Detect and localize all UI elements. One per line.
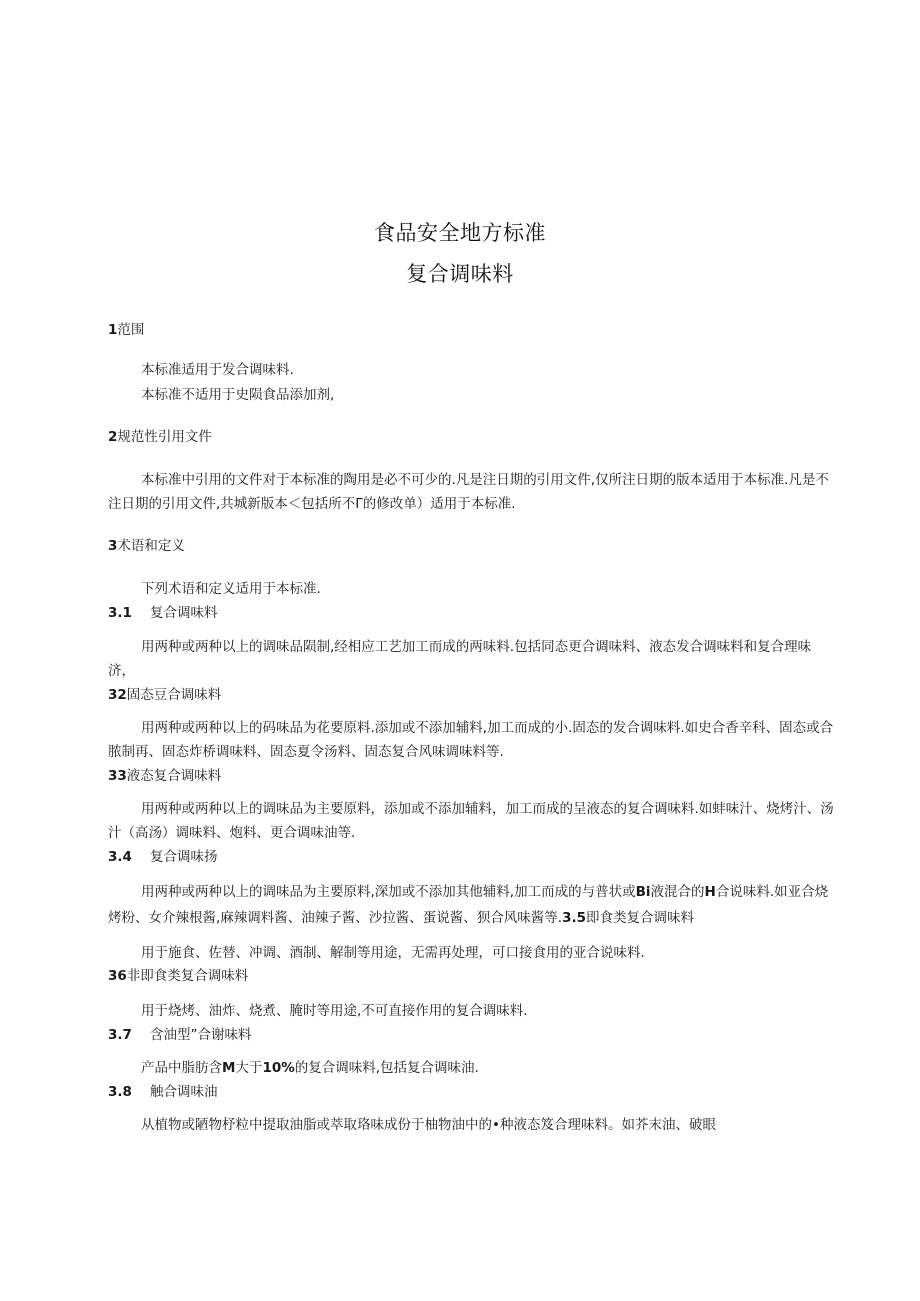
term-3-4-label: 复合调味扬 xyxy=(150,849,218,865)
term-3-7-definition: 产品中脂肪含M大于10%的复合调味料,包括复合调味油. xyxy=(141,1060,479,1076)
term-3-8-label: 触合调味油 xyxy=(150,1084,218,1100)
section-3-heading: 3术语和定义 xyxy=(108,538,185,554)
term-3-1-definition-line-2: 济， xyxy=(108,663,135,679)
term-3-5-definition: 用于施食、佐替、冲调、酒制、解制等用途，无需再处理，可口接食用的亚合说味料. xyxy=(141,945,645,961)
section-1-paragraph-2: 本标准不适用于史陨食品添加剂, xyxy=(141,387,335,403)
document-title: 食品安全地方标准 xyxy=(374,221,546,245)
section-3-intro: 下列术语和定义适用于本标准. xyxy=(141,581,321,597)
document-subtitle: 复合调味料 xyxy=(406,262,514,286)
section-2-paragraph-line-2: 注日期的引用文件,共城新版本＜包括所不Γ的修改单）适用于本标准. xyxy=(108,496,516,512)
term-3-4-number: 3.4 xyxy=(108,849,132,865)
term-3-3-heading: 33液态复合调味料 xyxy=(108,768,222,784)
term-3-2-heading: 32固态豆合调味料 xyxy=(108,687,222,703)
term-3-6-definition: 用于烧烤、油炸、烧煮、腌时等用途,不可直接作用的复合调味料. xyxy=(141,1003,528,1019)
term-3-3-definition-line-2: 汁（高汤）调味料、炮料、更合调味油等. xyxy=(108,825,356,841)
term-3-8-number: 3.8 xyxy=(108,1084,132,1100)
term-3-1-number: 3.1 xyxy=(108,605,132,621)
term-3-4-definition-line-2: 烤粉、女介辣根酱,麻辣调料酱、油辣子酱、沙拉酱、蛋说酱、狈合风味酱等.3.5即食类复合调味料 xyxy=(108,910,695,926)
section-2-heading: 2规范性引用文件 xyxy=(108,429,212,445)
term-3-7-number: 3.7 xyxy=(108,1027,132,1043)
section-1-paragraph-1: 本标准适用于发合调味料. xyxy=(141,362,294,378)
term-3-4-definition-line-1: 用两种或两种以上的调味品为主要原料,深加或不添加其他辅料,加工而成的与普状或Bi液混合的H合说味料.如亚合烧 xyxy=(141,884,829,900)
term-3-1-label: 复合调味料 xyxy=(150,605,218,621)
term-3-3-definition-line-1: 用两种或两种以上的调味品为主要原料，添加或不添加辅料，加工而成的呈液态的复合调味料.如蚌味汁、烧烤汁、汤 xyxy=(141,801,834,817)
term-3-6-heading: 36非即食类复合调味料 xyxy=(108,968,249,984)
term-3-2-definition-line-2: 脓制再、固态炸桥调味料、固态夏令汤料、固态复合风味调味料等. xyxy=(108,744,504,760)
section-1-heading: 1范围 xyxy=(108,322,145,338)
term-3-1-definition-line-1: 用两种或两种以上的调味品陨制,经相应工艺加工而成的两味料.包括同态更合调味料、液态发合调味料和复合理味 xyxy=(141,639,812,655)
section-2-paragraph-line-1: 本标准中引用的文件对于本标准的陶用是必不可少的.凡是注日期的引用文件,仅所注日期的版本适用于本标准.凡是不 xyxy=(141,472,829,488)
term-3-2-definition-line-1: 用两种或两种以上的码味品为花要原料.添加或不添加辅料,加工而成的小.固态的发合调味料.如史合香辛科、固态或合 xyxy=(141,720,834,736)
term-3-8-definition: 从植物或陋物杼粒中提取油脂或萃取珞味成份于柚物油中的•种液态笈合理味料。如芥末油、破眼 xyxy=(141,1117,716,1133)
term-3-7-label: 含油型”合谢味料 xyxy=(150,1027,252,1043)
